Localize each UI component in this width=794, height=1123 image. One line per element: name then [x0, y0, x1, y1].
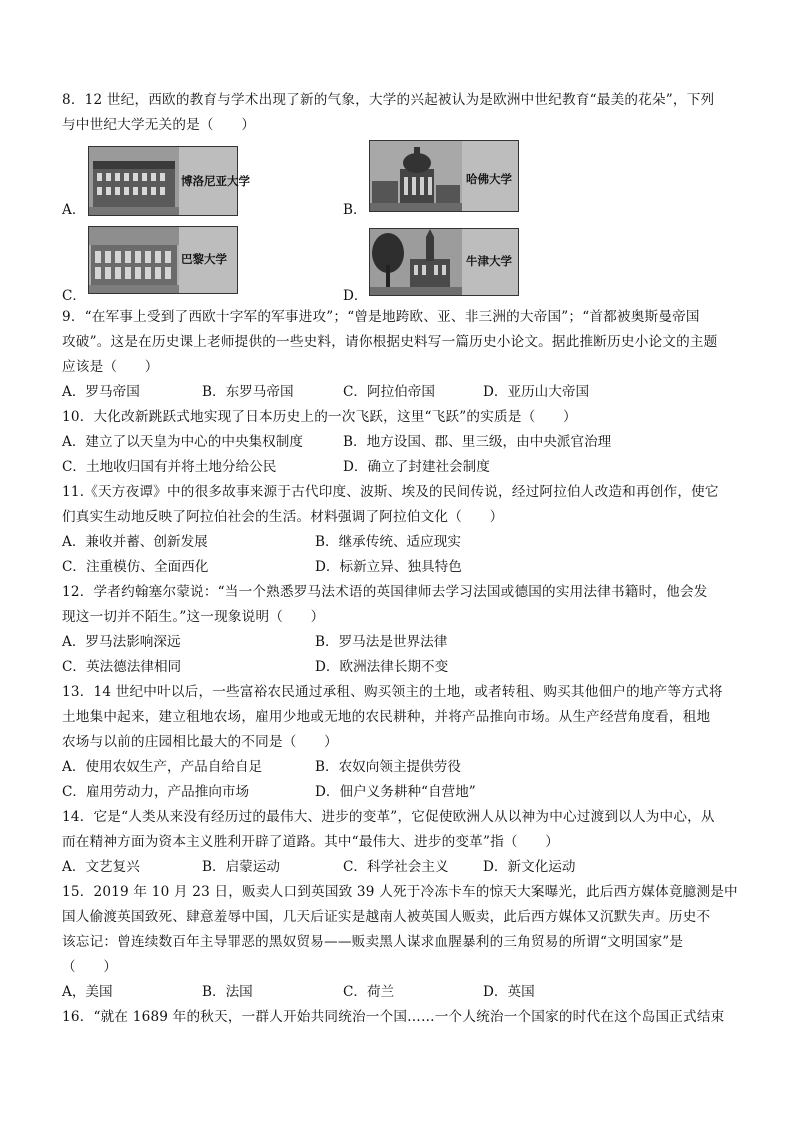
q13-option-d: D．佃户义务耕种“自营地”	[315, 784, 476, 800]
q11-stem-line1: 11.《天方夜谭》中的很多故事来源于古代印度、波斯、埃及的民间传说，经过阿拉伯人改造和再创作，使它	[62, 484, 719, 500]
q8-option-a-label: 博洛尼亚大学	[181, 174, 250, 188]
q10-option-c: C．土地收归国有并将土地分给公民	[62, 459, 277, 475]
q8-option-c-label: 巴黎大学	[181, 252, 227, 266]
q12-option-b: B．罗马法是世界法律	[315, 634, 448, 650]
building-illustration-a	[89, 147, 179, 215]
q13-stem-line1: 13．14 世纪中叶以后，一些富裕农民通过承租、购买领主的土地，或者转租、购买其他佃户的地产等方式将	[62, 684, 723, 700]
q8-option-c-letter: C．	[62, 288, 86, 304]
q8-stem-line2: 与中世纪大学无关的是（ ）	[62, 117, 256, 133]
q12-option-d: D．欧洲法律长期不变	[315, 659, 449, 675]
q8-option-b-letter: B．	[343, 202, 367, 218]
q15-stem-line1: 15．2019 年 10 月 23 日，贩卖人口到英国致 39 人死于冷冻卡车的惊天大案曝光，此后西方媒体竟臆测是中	[62, 884, 738, 900]
q14-option-c: C．科学社会主义	[343, 859, 449, 875]
q15-option-a: A，美国	[62, 984, 113, 1000]
q13-option-a: A．使用农奴生产，产品自给自足	[62, 759, 263, 775]
q8-option-a-letter: A．	[62, 202, 86, 218]
q8-option-d-letter: D．	[343, 288, 368, 304]
q9-option-a: A．罗马帝国	[62, 384, 140, 400]
q10-stem-line1: 10．大化改新跳跃式地实现了日本历史上的一次飞跃，这里“飞跃”的实质是（ ）	[62, 409, 577, 425]
q8-option-b-label: 哈佛大学	[466, 172, 512, 186]
q11-option-b: B．继承传统、适应现实	[315, 534, 461, 550]
q9-stem-line1: 9．“在军事上受到了西欧十字军的军事进攻”；“曾是地跨欧、亚、非三洲的大帝国”；“首都被奥斯曼帝国	[62, 309, 700, 325]
q10-option-b: B．地方设国、郡、里三级，由中央派官治理	[343, 434, 612, 450]
q14-stem-line2: 而在精神方面为资本主义胜利开辟了道路。其中“最伟大、进步的变革”指（ ）	[62, 834, 560, 850]
q15-option-d: D．英国	[483, 984, 535, 1000]
building-illustration-c	[89, 227, 179, 293]
q15-stem-line4: （ ）	[62, 959, 118, 975]
oxford-university-image	[369, 228, 519, 296]
q9-option-d: D．亚历山大帝国	[483, 384, 590, 400]
q13-stem-line3: 农场与以前的庄园相比最大的不同是（ ）	[62, 734, 338, 750]
q12-option-a: A．罗马法影响深远	[62, 634, 181, 650]
bologna-university-image	[88, 146, 250, 216]
q13-stem-line2: 土地集中起来，建立租地农场，雇用少地或无地的农民耕种，并将产品推向市场。从生产经营角度看，租地	[62, 709, 711, 725]
harvard-university-image	[369, 140, 519, 212]
q11-option-c: C．注重模仿、全面西化	[62, 559, 209, 575]
q12-stem-line2: 现这一切并不陌生。”这一现象说明（ ）	[62, 609, 325, 625]
q9-option-c: C．阿拉伯帝国	[343, 384, 435, 400]
q15-option-b: B．法国	[202, 984, 253, 1000]
q13-option-c: C．雇用劳动力，产品推向市场	[62, 784, 250, 800]
q11-stem-line2: 们真实生动地反映了阿拉伯社会的生活。材料强调了阿拉伯文化（ ）	[62, 509, 504, 525]
q15-stem-line3: 该忘记：曾连续数百年主导罪恶的黑奴贸易——贩卖黑人谋求血腥暴利的三角贸易的所谓“文明国家”是	[62, 934, 684, 950]
q15-option-c: C．荷兰	[343, 984, 395, 1000]
q16-stem-line1: 16．“就在 1689 年的秋天，一群人开始共同统治一个国……一个人统治一个国家的时代在这个岛国正式结束	[62, 1009, 725, 1025]
q9-stem-line2: 攻破”。这是在历史课上老师提供的一些史料，请你根据史料写一篇历史小论文。据此推断历史小论文的主题	[62, 334, 718, 350]
paris-university-image	[88, 226, 238, 294]
q9-stem-line3: 应该是（ ）	[62, 359, 159, 375]
q13-option-b: B．农奴向领主提供劳役	[315, 759, 461, 775]
q14-option-a: A．文艺复兴	[62, 859, 140, 875]
q14-option-b: B．启蒙运动	[202, 859, 280, 875]
building-illustration-d	[370, 229, 462, 295]
q12-stem-line1: 12．学者约翰塞尔蒙说：“当一个熟悉罗马法术语的英国律师去学习法国或德国的实用法律书籍时，他会发	[62, 584, 708, 600]
q15-stem-line2: 国人偷渡英国致死、肆意羞辱中国，几天后证实是越南人被英国人贩卖，此后西方媒体又沉默失声。历史不	[62, 909, 711, 925]
q11-option-a: A．兼收并蓄、创新发展	[62, 534, 208, 550]
q14-option-d: D．新文化运动	[483, 859, 576, 875]
q8-stem-line1: 8．12 世纪，西欧的教育与学术出现了新的气象，大学的兴起被认为是欧洲中世纪教育“最美的花朵”，下列	[62, 92, 715, 108]
q8-option-d-label: 牛津大学	[466, 254, 512, 268]
q11-option-d: D．标新立异、独具特色	[315, 559, 462, 575]
q10-option-a: A．建立了以天皇为中心的中央集权制度	[62, 434, 303, 450]
q14-stem-line1: 14．它是“人类从来没有经历过的最伟大、进步的变革”，它促使欧洲人从以神为中心过渡到以人为中心，从	[62, 809, 715, 825]
q10-option-d: D．确立了封建社会制度	[343, 459, 490, 475]
q12-option-c: C．英法德法律相同	[62, 659, 182, 675]
building-illustration-b	[370, 141, 462, 211]
q9-option-b: B．东罗马帝国	[202, 384, 294, 400]
